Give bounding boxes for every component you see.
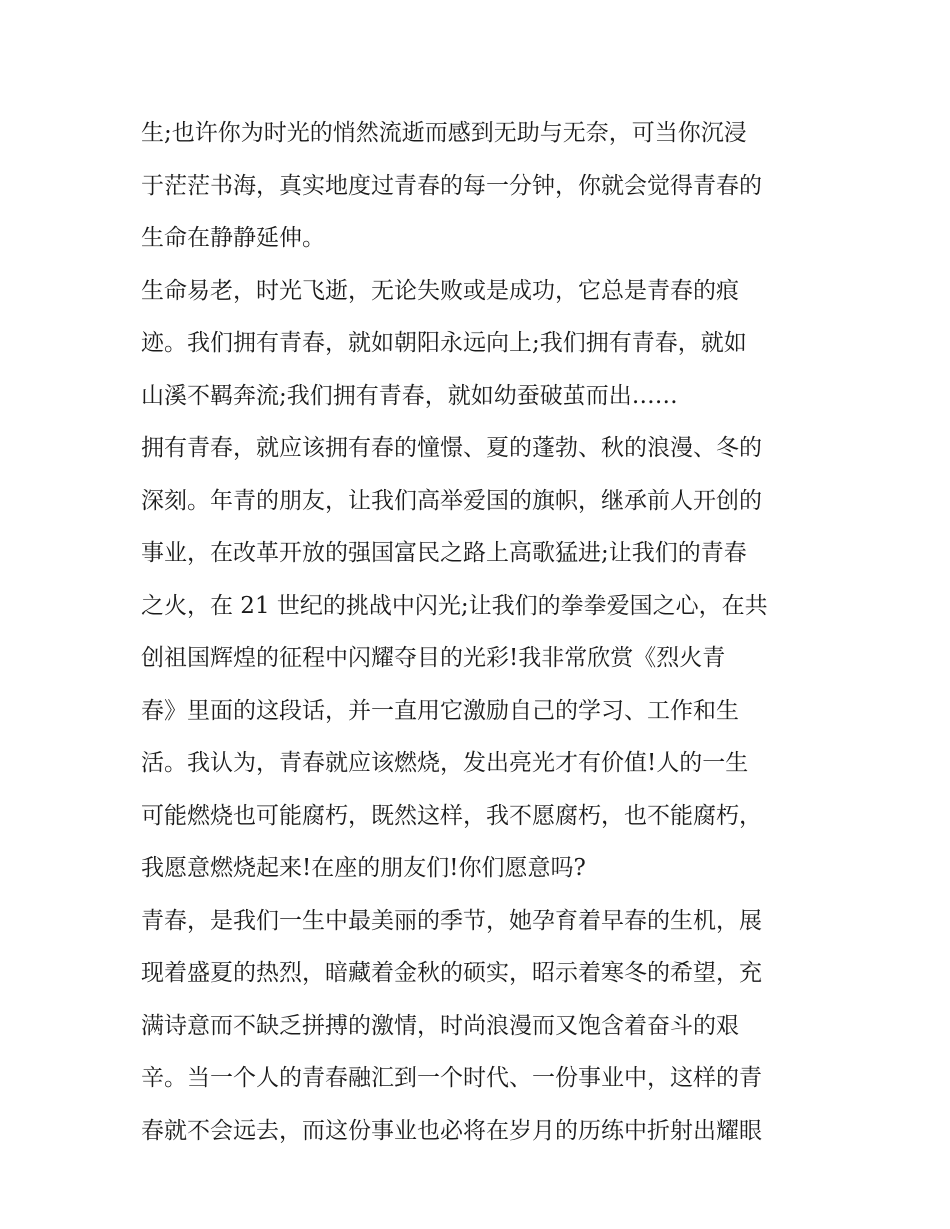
text-line: 深刻。年青的朋友，让我们高举爱国的旗帜，继承前人开创的	[141, 487, 762, 514]
text-line: 于茫茫书海，真实地度过青春的每一分钟，你就会觉得青春的	[141, 172, 762, 199]
text-line: 生命在静静延伸。	[141, 225, 325, 251]
text-line: 山溪不羁奔流;我们拥有青春，就如幼蚕破茧而出……	[141, 382, 678, 409]
text-line: 满诗意而不缺乏拼搏的激情，时尚浪漫而又饱含着奋斗的艰	[141, 1012, 739, 1039]
text-line: 现着盛夏的热烈，暗藏着金秋的硕实，昭示着寒冬的希望，充	[141, 960, 762, 986]
body-text	[141, 107, 821, 1157]
text-line: 春就不会远去，而这份事业也必将在岁月的历练中折射出耀眼	[141, 1117, 762, 1144]
text-line: 生命易老，时光飞逝，无论失败或是成功，它总是青春的痕	[141, 277, 739, 304]
text-line: 生;也许你为时光的悄然流逝而感到无助与无奈，可当你沉浸	[141, 120, 747, 146]
text-line: 创祖国辉煌的征程中闪耀夺目的光彩!我非常欣赏《烈火青	[141, 645, 726, 671]
text-line: 辛。当一个人的青春融汇到一个时代、一份事业中，这样的青	[141, 1065, 762, 1091]
text-line: 迹。我们拥有青春，就如朝阳永远向上;我们拥有青春，就如	[141, 330, 747, 356]
text-line: 之火，在 21 世纪的挑战中闪光;让我们的拳拳爱国之心，在共	[141, 592, 768, 619]
text-line: 春》里面的这段话，并一直用它激励自己的学习、工作和生	[141, 697, 739, 724]
text-line: 我愿意燃烧起来!在座的朋友们!你们愿意吗?	[141, 855, 586, 881]
text-line: 活。我认为，青春就应该燃烧，发出亮光才有价值!人的一生	[141, 750, 749, 776]
text-line: 事业，在改革开放的强国富民之路上高歌猛进;让我们的青春	[141, 540, 747, 566]
text-line: 可能燃烧也可能腐朽，既然这样，我不愿腐朽，也不能腐朽，	[141, 802, 762, 829]
text-line: 拥有青春，就应该拥有春的憧憬、夏的蓬勃、秋的浪漫、冬的	[141, 435, 762, 461]
text-line: 青春，是我们一生中最美丽的季节，她孕育着早春的生机，展	[141, 907, 762, 934]
